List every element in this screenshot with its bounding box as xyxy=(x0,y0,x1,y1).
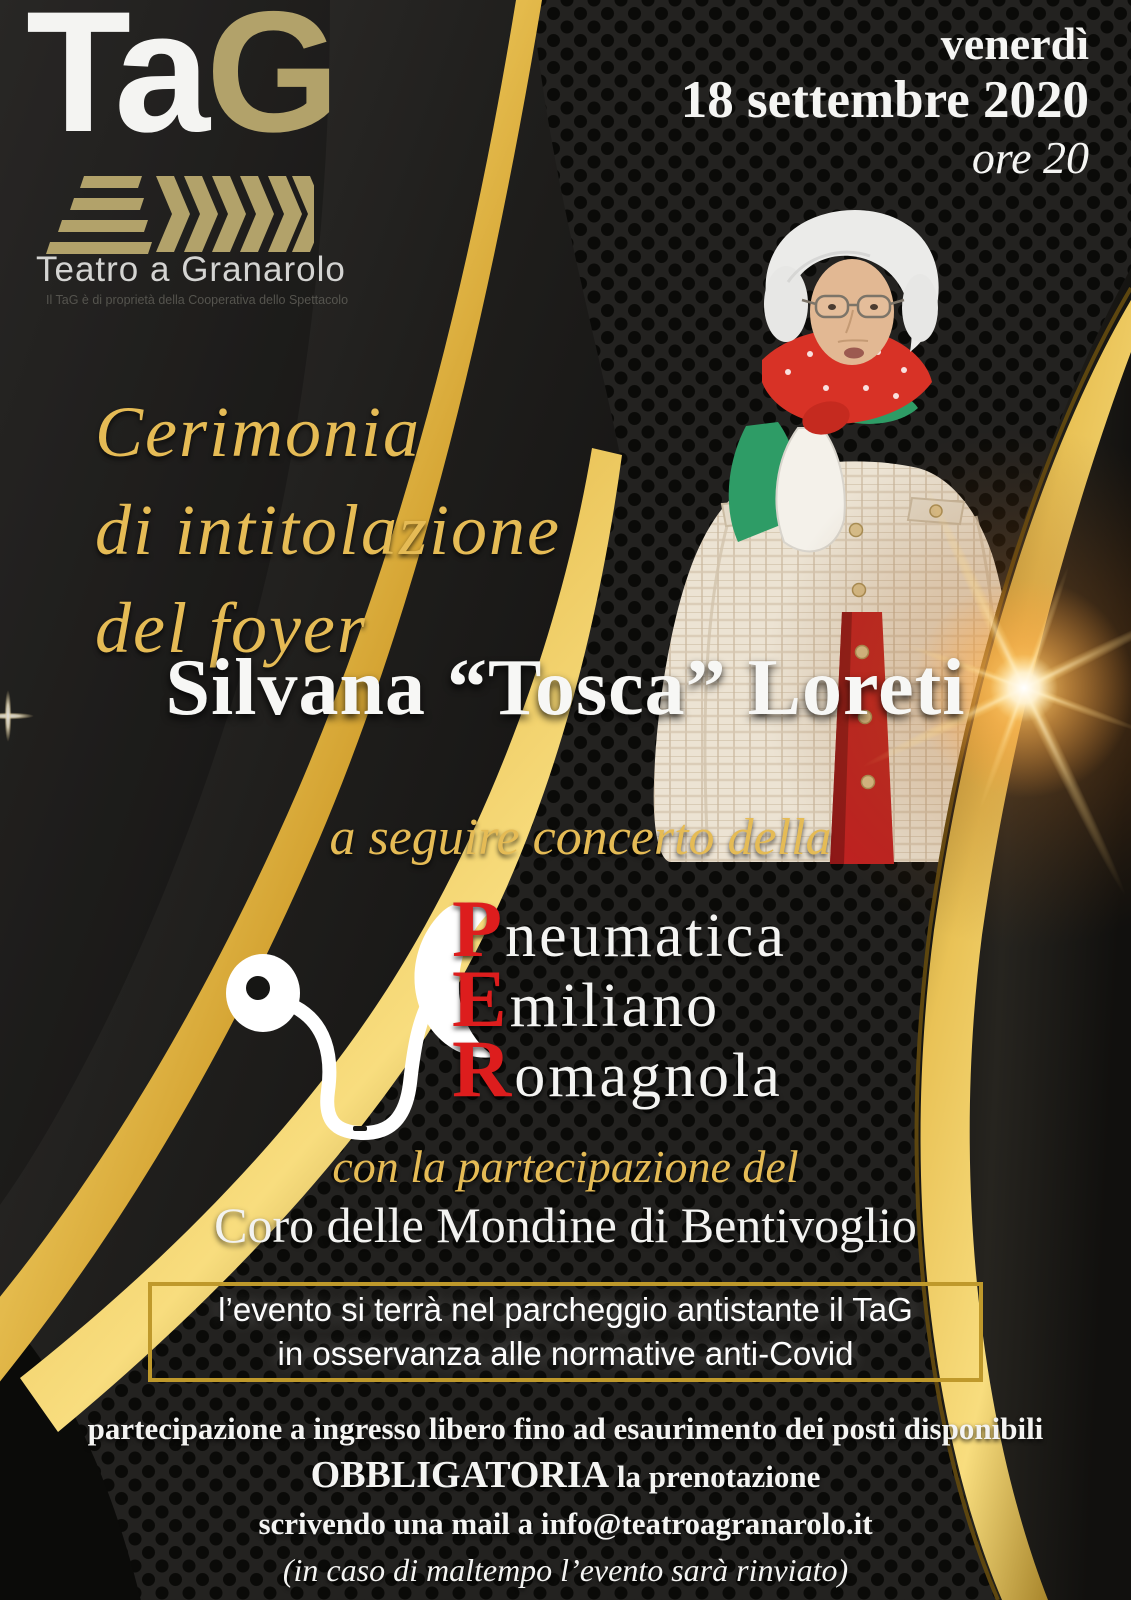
chevron-arrows-icon xyxy=(44,172,314,254)
honoree-name: Silvana “Tosca” Loreti xyxy=(165,644,966,732)
participation-line: con la partecipazione del xyxy=(332,1141,799,1192)
brand-name: Teatro a Granarolo xyxy=(36,250,346,289)
ceremony-title-line3: del foyer xyxy=(95,588,367,668)
footer-info xyxy=(0,1405,1131,1594)
concert-intro: a seguire concerto della xyxy=(329,809,832,866)
event-datetime xyxy=(681,18,1089,186)
band-initial: P xyxy=(452,883,503,974)
choir-name: Coro delle Mondine di Bentivoglio xyxy=(214,1197,917,1253)
notice-line-2: in osservanza alle normative anti-Covid xyxy=(277,1335,854,1372)
band-initial: E xyxy=(452,953,507,1044)
mouth xyxy=(844,348,864,359)
event-time: ore 20 xyxy=(971,132,1089,183)
footer-line-2 xyxy=(0,1452,1131,1500)
footer-line-2-rest: la prenotazione xyxy=(609,1459,821,1494)
woman-hair-side xyxy=(902,274,938,342)
footer-line-1: partecipazione a ingresso libero fino ad esaurimento dei posti disponibili xyxy=(87,1411,1044,1446)
event-date: 18 settembre 2020 xyxy=(680,71,1089,129)
ceremony-title xyxy=(95,383,561,677)
eye xyxy=(870,304,878,310)
notice-line-1: l’evento si terrà nel parcheggio antistante il TaG xyxy=(218,1291,913,1328)
tag-logo-g: G xyxy=(205,0,336,168)
tag-logo xyxy=(26,0,336,168)
band-name-line xyxy=(452,1023,787,1114)
tag-logo-ta: Ta xyxy=(26,0,206,168)
event-day: venerdì xyxy=(940,18,1089,69)
band-name xyxy=(452,883,787,1114)
ceremony-title-line2: di intitolazione xyxy=(95,490,562,570)
band-name-rest: neumatica xyxy=(505,902,787,970)
band-name-rest: miliano xyxy=(509,972,721,1040)
footer-line-3-email: scrivendo una mail a info@teatroagranarolo.it xyxy=(258,1506,873,1541)
footer-obbligatoria: OBBLIGATORIA xyxy=(310,1454,610,1496)
band-initial: R xyxy=(452,1023,512,1114)
band-name-rest: omagnola xyxy=(514,1042,783,1110)
ceremony-title-line1: Cerimonia xyxy=(95,392,422,472)
eye xyxy=(828,304,836,310)
woman-hair-side xyxy=(764,266,808,342)
footer-line-4: (in caso di maltempo l’evento sarà rinviato) xyxy=(282,1552,849,1588)
brand-tagline: Il TaG è di proprietà della Cooperativa dello Spettacolo xyxy=(46,293,349,307)
covid-notice-box xyxy=(148,1282,983,1382)
